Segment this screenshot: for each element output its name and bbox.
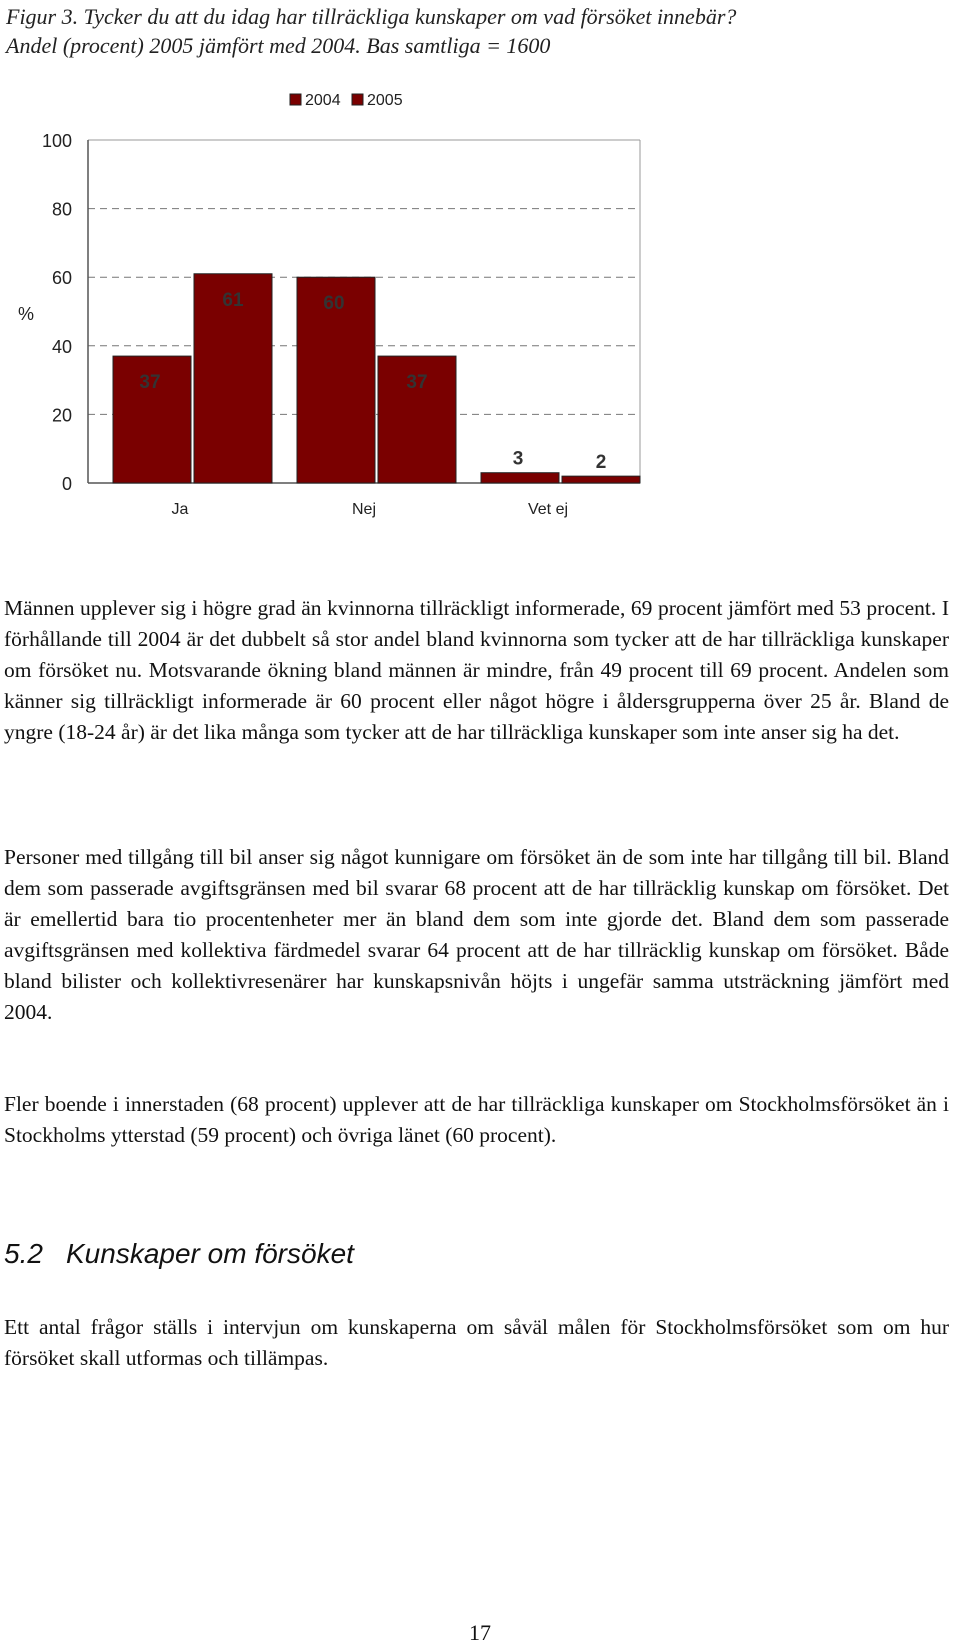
- paragraph-gender: Männen upplever sig i högre grad än kvinnorna tillräckligt informerade, 69 procent jämfört med 53 procent. I förhållande till 2004 är det dubbelt så stor andel bland kvinnorna som tycker att de har tillräckliga kunskaper om försöket nu. Motsvarande ökning bland männen är mindre, från 49 procent till 69 procent. Andelen som känner sig tillräckligt informerade är 60 procent eller något högre i åldersgrupperna över 25 år. Bland de yngre (18-24 år) är det lika många som tycker att de har tillräckliga kunskaper som inte anser sig ha det.: [4, 596, 949, 744]
- y-tick-label: 40: [51, 336, 72, 357]
- y-axis-label: %: [17, 304, 35, 324]
- data-label: 3: [512, 448, 524, 470]
- category-label: Vet ej: [527, 501, 569, 518]
- data-label: 60: [323, 293, 345, 315]
- caption-line-2: Andel (procent) 2005 jämfört med 2004. Bas samtliga = 1600: [6, 33, 551, 58]
- figure-caption: [6, 2, 946, 60]
- page-number: 17: [469, 1620, 491, 1645]
- bar: [481, 473, 559, 483]
- data-label: 2: [595, 452, 607, 474]
- caption-line-1: Figur 3. Tycker du att du idag har tillräckliga kunskaper om vad försöket innebär?: [6, 4, 737, 29]
- bar: [562, 476, 640, 483]
- section-title: Kunskaper om försöket: [66, 1238, 354, 1269]
- section-number: 5.2: [4, 1238, 43, 1269]
- y-tick-label: 80: [51, 199, 72, 220]
- data-label: 37: [139, 372, 161, 394]
- chart-legend: [290, 92, 403, 109]
- y-tick-label: 60: [51, 268, 72, 289]
- category-label: Ja: [171, 501, 189, 518]
- legend-swatch: [290, 94, 301, 105]
- legend-label: 2004: [305, 92, 341, 109]
- bar-chart: [0, 80, 960, 530]
- y-tick-label: 0: [61, 474, 72, 494]
- category-label: Nej: [351, 501, 377, 518]
- paragraph-knowledge-intro: Ett antal frågor ställs i intervjun om kunskaperna om såväl målen för Stockholmsförsöket som om hur försöket skall utformas och tillämpas.: [4, 1315, 949, 1370]
- data-label: 37: [406, 372, 428, 394]
- y-tick-label: 100: [41, 131, 72, 151]
- y-tick-label: 20: [51, 405, 72, 426]
- paragraph-residence: Fler boende i innerstaden (68 procent) upplever att de har tillräckliga kunskaper om Stockholmsförsöket än i Stockholms ytterstad (59 procent) och övriga länet (60 procent).: [4, 1092, 949, 1147]
- data-label: 61: [222, 289, 244, 311]
- section-heading: [4, 1238, 354, 1270]
- legend-swatch: [352, 94, 363, 105]
- paragraph-car-access: Personer med tillgång till bil anser sig något kunnigare om försöket än de som inte har tillgång till bil. Bland dem som passerade avgiftsgränsen med bil svarar 68 procent att de har tillräcklig kunskap om försöket. Det är emellertid bara tio procentenheter mer än bland dem som inte gjorde det. Bland dem som passerade avgiftsgränsen med kollektiva färdmedel svarar 64 procent att de har tillräcklig kunskap om försöket. Både bland bilister och kollektivresenärer har kunskapsnivån höjts i ungefär samma utsträckning jämfört med 2004.: [4, 845, 949, 1024]
- legend-label: 2005: [367, 92, 403, 109]
- chart-bars: [113, 274, 640, 483]
